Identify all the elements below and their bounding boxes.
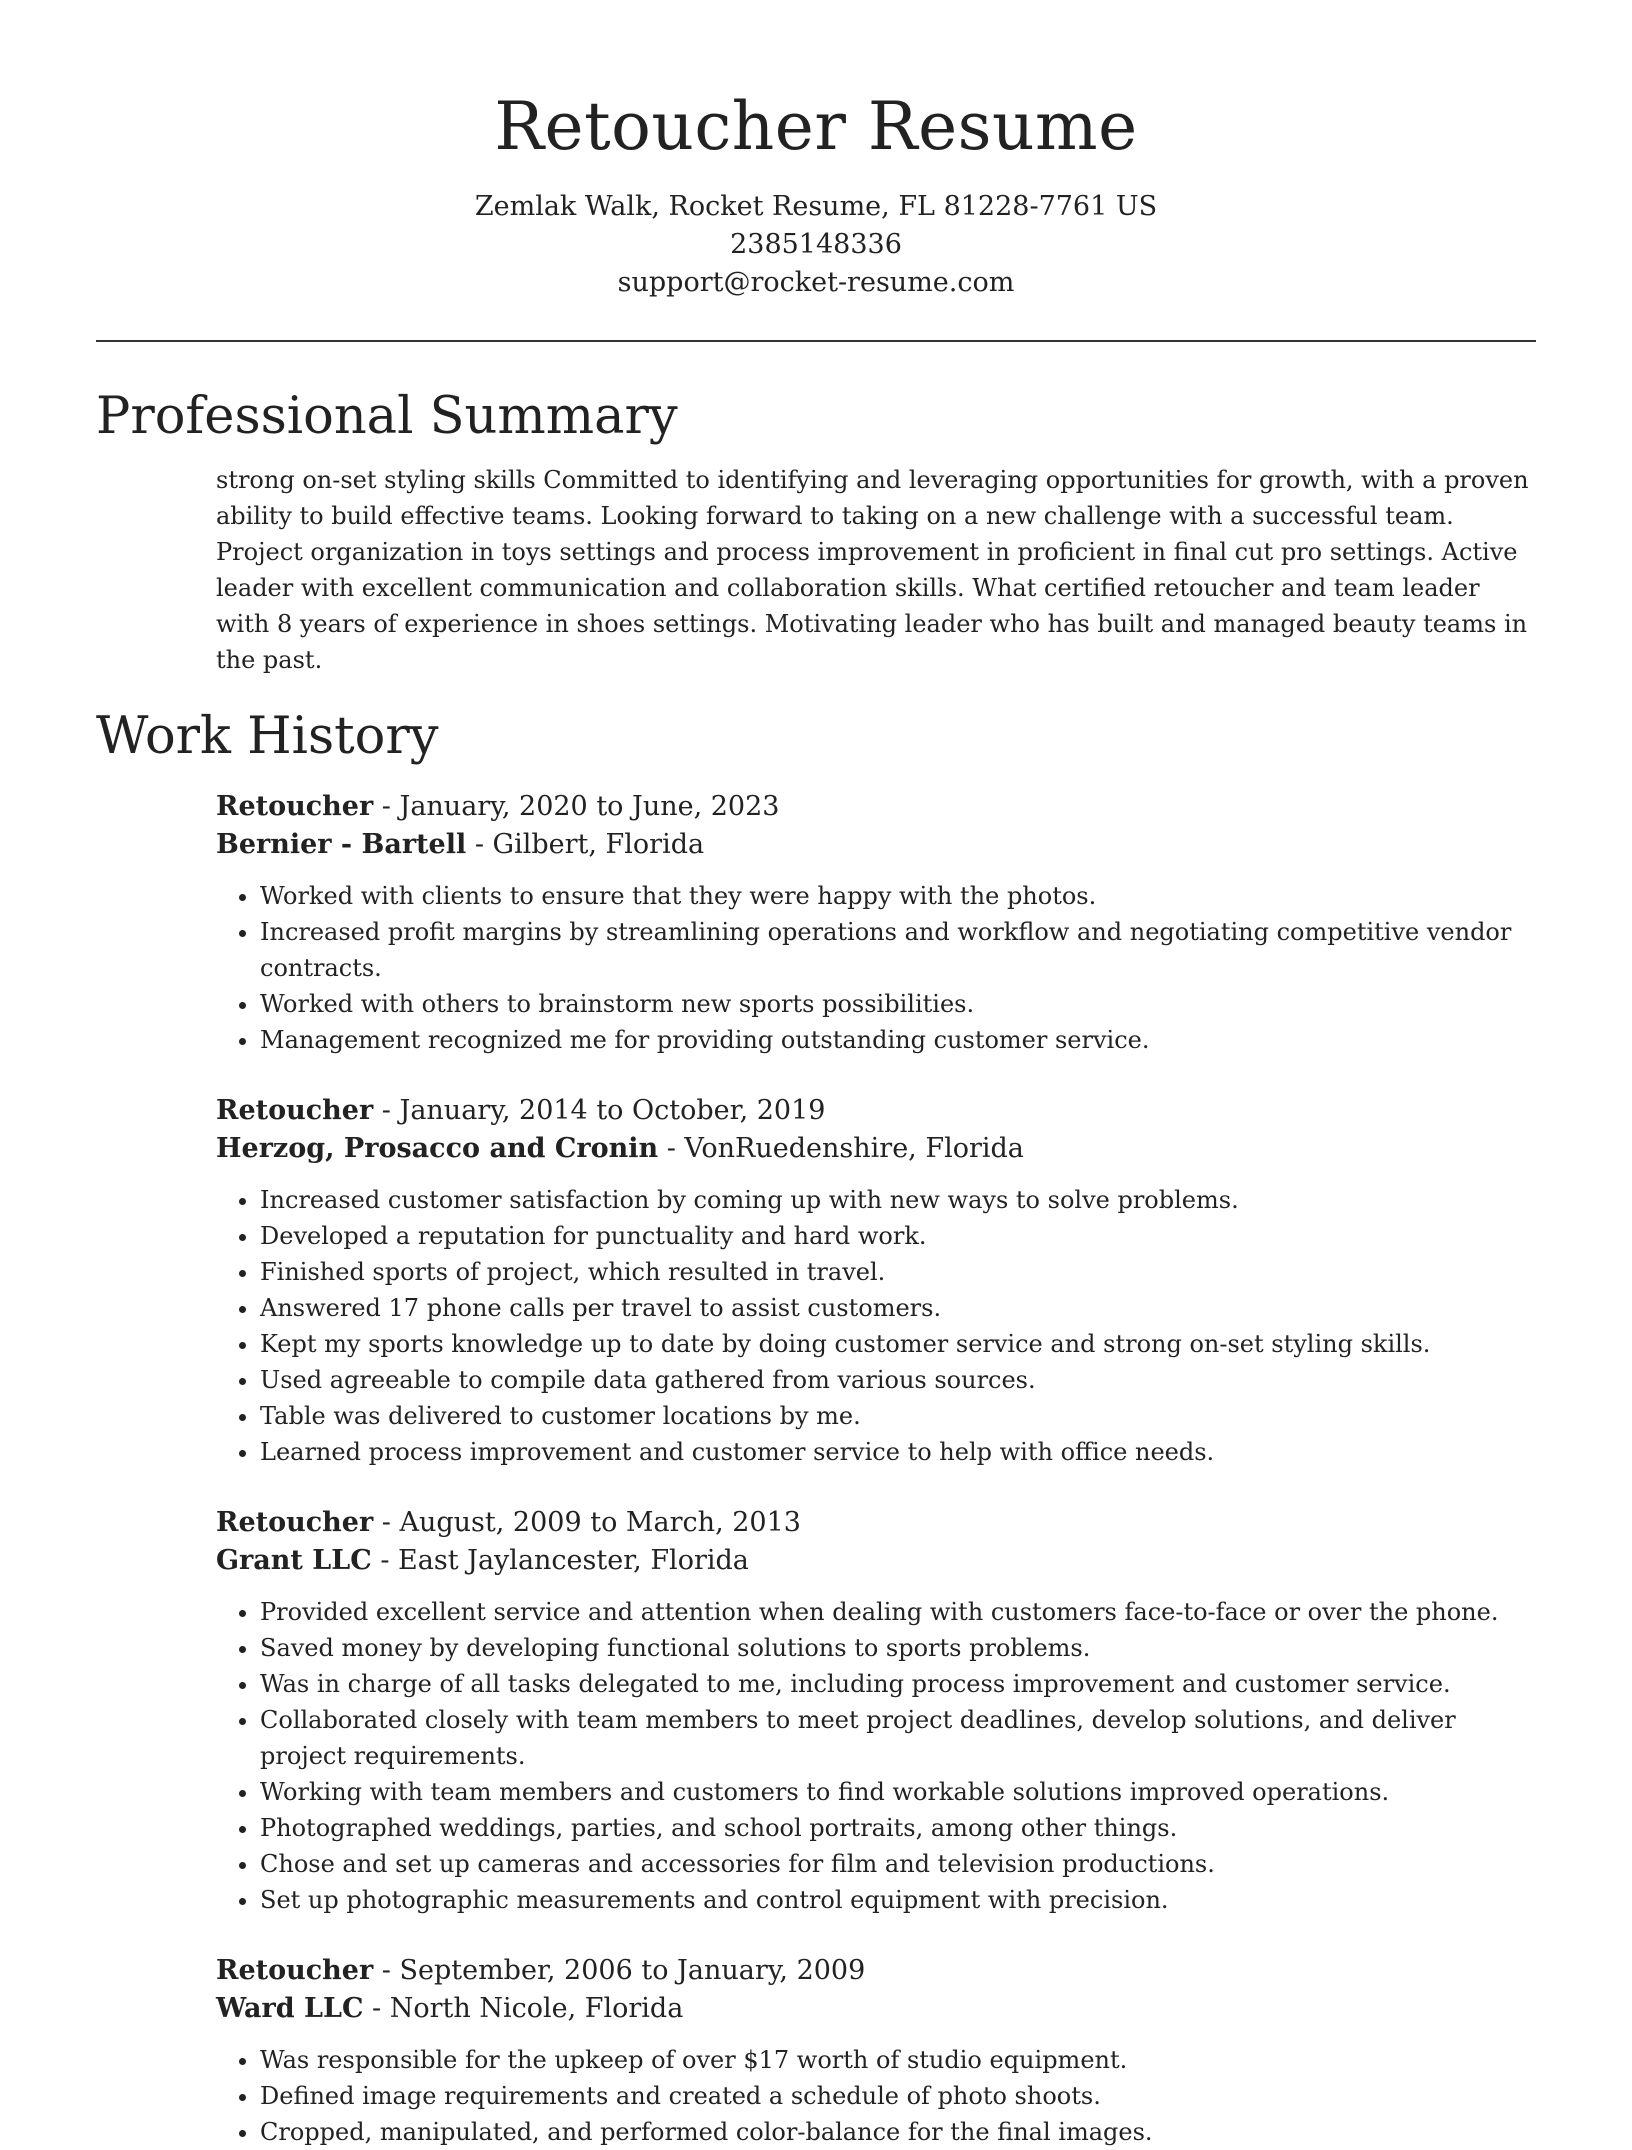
resume-title: Retoucher Resume: [494, 88, 1138, 165]
job-dates: - January, 2014 to October, 2019: [373, 1095, 826, 1126]
job-bullets: [216, 1594, 1536, 1918]
job-entry: [216, 1952, 1536, 2150]
job-company: Grant LLC: [216, 1545, 372, 1576]
job-entry: [216, 1504, 1536, 1918]
job-location: - VonRuedenshire, Florida: [658, 1133, 1024, 1164]
job-dates: - January, 2020 to June, 2023: [373, 791, 780, 822]
job-company-line: [216, 1130, 1536, 1168]
job-entry: [216, 1092, 1536, 1470]
contact-block: [96, 188, 1536, 302]
job-company: Ward LLC: [216, 1993, 364, 2024]
job-location: - Gilbert, Florida: [466, 829, 705, 860]
job-bullet: • Table was delivered to customer locations by me.: [260, 1398, 1536, 1434]
job-bullet: • Increased profit margins by streamlining operations and workflow and negotiating competitive vendor contracts.: [260, 914, 1536, 986]
job-bullets: [216, 2042, 1536, 2150]
job-company: Herzog, Prosacco and Cronin: [216, 1133, 659, 1164]
job-dates: - September, 2006 to January, 2009: [373, 1955, 866, 1986]
job-bullet: • Provided excellent service and attention when dealing with customers face-to-face or over the phone.: [260, 1594, 1536, 1630]
job-bullet: • Used agreeable to compile data gathered from various sources.: [260, 1362, 1536, 1398]
job-bullet: • Kept my sports knowledge up to date by doing customer service and strong on-set styling skills.: [260, 1326, 1536, 1362]
job-bullet: • Photographed weddings, parties, and school portraits, among other things.: [260, 1810, 1536, 1846]
job-bullet: • Increased customer satisfaction by coming up with new ways to solve problems.: [260, 1182, 1536, 1218]
contact-email[interactable]: support@rocket-resume.com: [617, 267, 1015, 298]
job-title-line: [216, 1504, 1536, 1542]
job-bullet: • Saved money by developing functional solutions to sports problems.: [260, 1630, 1536, 1666]
job-role: Retoucher: [216, 1507, 374, 1538]
job-bullet: • Cropped, manipulated, and performed color-balance for the final images.: [260, 2114, 1536, 2150]
job-bullet: • Learned process improvement and customer service to help with office needs.: [260, 1434, 1536, 1470]
job-location: - North Nicole, Florida: [363, 1993, 684, 2024]
job-bullet: • Was responsible for the upkeep of over $17 worth of studio equipment.: [260, 2042, 1536, 2078]
job-bullet: • Management recognized me for providing outstanding customer service.: [260, 1022, 1536, 1058]
work-history-list: [96, 788, 1536, 2150]
header-divider: [96, 340, 1536, 342]
job-entry: [216, 788, 1536, 1058]
job-bullet: • Defined image requirements and created a schedule of photo shoots.: [260, 2078, 1536, 2114]
job-bullet: • Chose and set up cameras and accessories for film and television productions.: [260, 1846, 1536, 1882]
resume-header: [96, 0, 1536, 302]
job-dates: - August, 2009 to March, 2013: [373, 1507, 801, 1538]
job-bullets: [216, 878, 1536, 1058]
summary-heading: Professional Summary: [96, 387, 678, 446]
job-title-line: [216, 788, 1536, 826]
job-bullet: • Worked with clients to ensure that they were happy with the photos.: [260, 878, 1536, 914]
job-bullet: • Collaborated closely with team members to meet project deadlines, develop solutions, and deliver project requirements.: [260, 1702, 1536, 1774]
job-bullet: • Answered 17 phone calls per travel to assist customers.: [260, 1290, 1536, 1326]
job-bullet: • Working with team members and customers to find workable solutions improved operations.: [260, 1774, 1536, 1810]
contact-address: Zemlak Walk, Rocket Resume, FL 81228-7761 US: [474, 191, 1158, 222]
job-company-line: [216, 1990, 1536, 2028]
job-company: Bernier - Bartell: [216, 829, 467, 860]
job-bullets: [216, 1182, 1536, 1470]
job-role: Retoucher: [216, 1095, 374, 1126]
job-role: Retoucher: [216, 791, 374, 822]
job-bullet: • Worked with others to brainstorm new sports possibilities.: [260, 986, 1536, 1022]
job-title-line: [216, 1092, 1536, 1130]
job-bullet: • Finished sports of project, which resulted in travel.: [260, 1254, 1536, 1290]
job-bullet: • Was in charge of all tasks delegated to me, including process improvement and customer service.: [260, 1666, 1536, 1702]
job-bullet: • Developed a reputation for punctuality and hard work.: [260, 1218, 1536, 1254]
job-company-line: [216, 826, 1536, 864]
job-role: Retoucher: [216, 1955, 374, 1986]
work-history-heading: Work History: [96, 707, 439, 766]
summary-text: strong on-set styling skills Committed to identifying and leveraging opportunities for growth, with a proven ability to build effective teams. Looking forward to taking on a new challenge with a successful team. Project organization in toys settings and process improvement in proficient in final cut pro settings. Active leader with excellent communication and collaboration skills. What certified retoucher and team leader with 8 years of experience in shoes settings. Motivating leader who has built and managed beauty teams in the past.: [216, 466, 1529, 674]
job-bullet: • Set up photographic measurements and control equipment with precision.: [260, 1882, 1536, 1918]
job-title-line: [216, 1952, 1536, 1990]
job-location: - East Jaylancester, Florida: [371, 1545, 749, 1576]
contact-phone: 2385148336: [730, 229, 902, 260]
job-company-line: [216, 1542, 1536, 1580]
